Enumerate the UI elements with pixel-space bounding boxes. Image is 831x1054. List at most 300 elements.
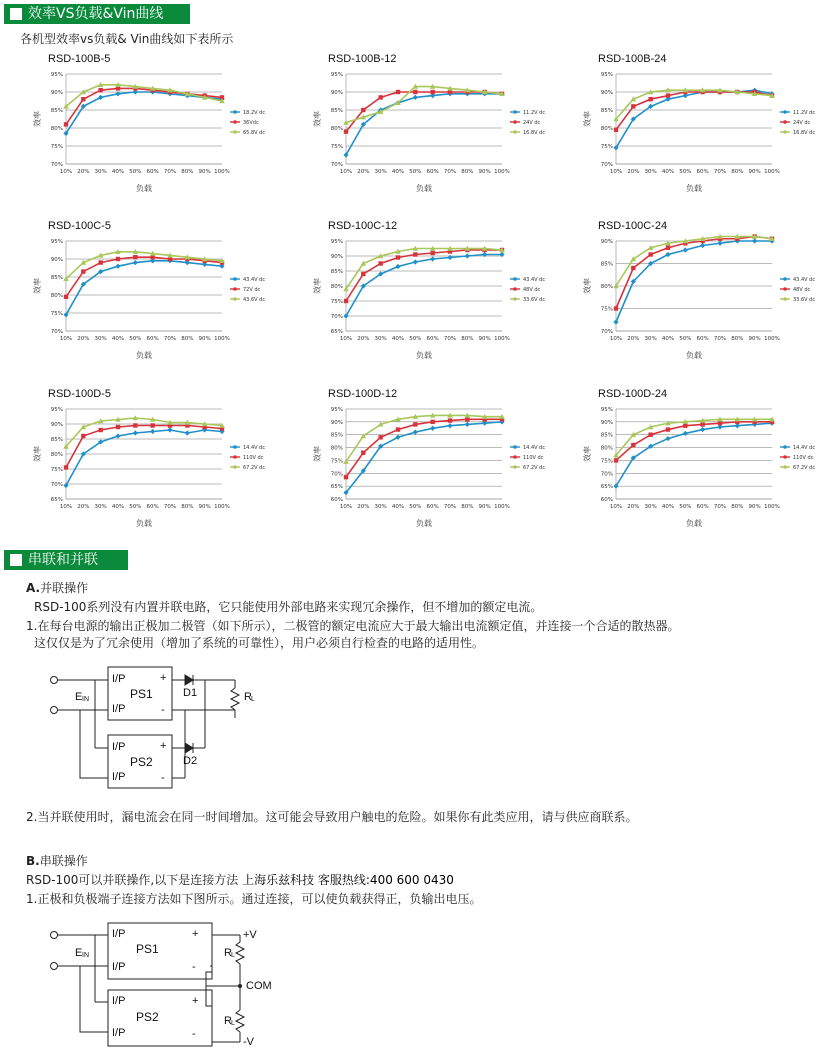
x-tick-label: 80% bbox=[731, 169, 744, 175]
legend-label: 24V dc bbox=[523, 119, 541, 126]
data-point bbox=[396, 90, 400, 94]
legend-marker bbox=[233, 445, 237, 449]
legend-label: 14.4V dc bbox=[243, 444, 266, 451]
com-label: COM bbox=[246, 980, 272, 992]
y-tick-label: 75% bbox=[600, 306, 613, 313]
ps1-plus: + bbox=[160, 672, 167, 684]
x-tick-label: 40% bbox=[661, 169, 675, 175]
rl-top-label-main: R bbox=[224, 947, 232, 959]
chart-svg bbox=[30, 50, 280, 210]
x-tick-label: 100% bbox=[494, 504, 510, 510]
x-tick-label: 80% bbox=[731, 504, 744, 510]
legend-marker bbox=[233, 277, 237, 281]
ps1-minus: - bbox=[161, 704, 165, 716]
data-point bbox=[413, 422, 417, 426]
x-tick-label: 90% bbox=[748, 504, 761, 510]
data-point bbox=[395, 264, 400, 269]
x-tick-label: 60% bbox=[696, 504, 709, 510]
data-point bbox=[361, 272, 365, 276]
x-tick-label: 70% bbox=[443, 169, 457, 175]
parallel-intro: RSD-100系列没有内置并联电路，它只能使用外部电路来实现冗余操作，但不增加的额定电流。 bbox=[34, 600, 543, 614]
diode-d1-label: D1 bbox=[183, 687, 198, 699]
x-tick-label: 40% bbox=[661, 336, 675, 342]
legend-label: 110V dc bbox=[793, 454, 814, 461]
legend-label: 67.2V dc bbox=[523, 464, 546, 471]
data-point bbox=[116, 425, 120, 429]
ps2-plus: + bbox=[160, 740, 167, 752]
data-point bbox=[430, 420, 434, 424]
x-tick-label: 60% bbox=[146, 169, 159, 175]
y-tick-label: 80% bbox=[600, 445, 613, 452]
x-tick-label: 90% bbox=[198, 336, 211, 342]
data-point bbox=[752, 238, 757, 243]
ps1-input-label: I/P bbox=[112, 928, 126, 940]
legend-marker bbox=[233, 287, 237, 291]
y-tick-label: 75% bbox=[330, 144, 343, 150]
ps2-input-label-2: I/P bbox=[112, 771, 126, 783]
legend-marker bbox=[513, 445, 517, 449]
y-tick-label: 85% bbox=[600, 432, 613, 439]
y-axis-label: 效率 bbox=[583, 111, 592, 127]
data-point bbox=[413, 95, 418, 100]
ein-label-main: E bbox=[75, 947, 83, 959]
series-line bbox=[66, 92, 222, 133]
subsection-b-label: B. bbox=[26, 854, 40, 868]
x-tick-label: 90% bbox=[198, 504, 211, 510]
data-point bbox=[631, 104, 635, 108]
y-tick-label: 75% bbox=[50, 144, 63, 150]
y-tick-label: 65% bbox=[330, 329, 343, 335]
y-tick-label: 85% bbox=[50, 108, 63, 114]
x-tick-label: 20% bbox=[627, 169, 640, 175]
x-tick-label: 60% bbox=[426, 169, 439, 175]
x-tick-label: 50% bbox=[679, 336, 692, 342]
series-line bbox=[66, 430, 222, 486]
data-point bbox=[396, 427, 400, 431]
y-tick-label: 95% bbox=[600, 407, 613, 413]
chart-title: RSD-100C-12 bbox=[328, 220, 398, 232]
x-axis-label: 负载 bbox=[686, 184, 702, 193]
data-point bbox=[378, 95, 382, 99]
data-point bbox=[413, 430, 418, 435]
legend-label: 48V dc bbox=[523, 286, 541, 293]
series-line bbox=[346, 92, 502, 132]
x-tick-label: 100% bbox=[764, 336, 780, 342]
data-point bbox=[344, 129, 348, 133]
y-tick-label: 70% bbox=[600, 162, 613, 168]
legend-marker bbox=[233, 120, 237, 124]
x-tick-label: 30% bbox=[644, 504, 657, 510]
x-tick-label: 60% bbox=[696, 169, 709, 175]
x-axis-label: 负载 bbox=[416, 519, 432, 528]
parallel-item-1-line-2: 这仅仅是为了冗余使用（增加了系统的可靠性），用户必须自行检查的电路的适用性。 bbox=[34, 636, 485, 650]
y-tick-label: 80% bbox=[50, 293, 63, 299]
y-tick-label: 70% bbox=[50, 482, 63, 488]
service-hotline: 上海乐兹科技 客服热线:400 600 0430 bbox=[242, 873, 454, 887]
legend-label: 43.6V dc bbox=[243, 296, 266, 303]
chart-svg bbox=[310, 50, 560, 210]
x-tick-label: 60% bbox=[146, 504, 159, 510]
x-axis-label: 负载 bbox=[416, 351, 432, 360]
ps2-minus: - bbox=[161, 772, 165, 784]
ps2-minus: - bbox=[192, 1028, 196, 1040]
subsection-b-heading bbox=[26, 852, 88, 869]
y-tick-label: 85% bbox=[50, 275, 63, 281]
x-tick-label: 80% bbox=[181, 504, 194, 510]
data-point bbox=[185, 430, 190, 435]
x-tick-label: 30% bbox=[94, 169, 107, 175]
y-tick-label: 95% bbox=[330, 72, 343, 78]
data-point bbox=[81, 269, 85, 273]
square-bullet-icon bbox=[10, 8, 22, 20]
data-point bbox=[700, 243, 705, 248]
subsection-a-title: 并联操作 bbox=[40, 581, 89, 595]
x-tick-label: 30% bbox=[644, 336, 657, 342]
data-point bbox=[613, 319, 618, 324]
legend-marker bbox=[783, 110, 787, 114]
diode-d2-label: D2 bbox=[183, 755, 198, 767]
x-tick-label: 90% bbox=[478, 336, 491, 342]
x-tick-label: 10% bbox=[59, 169, 73, 175]
y-tick-label: 95% bbox=[330, 407, 343, 413]
x-tick-label: 10% bbox=[59, 336, 73, 342]
chart-rsd-100b-24 bbox=[580, 50, 830, 210]
y-axis-label: 效率 bbox=[33, 446, 42, 462]
chart-rsd-100d-5 bbox=[30, 385, 280, 545]
y-tick-label: 60% bbox=[330, 497, 343, 503]
rl-bottom-label-sub: L bbox=[231, 1020, 235, 1027]
x-tick-label: 80% bbox=[461, 504, 474, 510]
y-axis-label: 效率 bbox=[313, 278, 322, 294]
data-point bbox=[465, 253, 470, 258]
y-tick-label: 85% bbox=[600, 261, 613, 268]
y-tick-label: 95% bbox=[50, 239, 63, 245]
ps2-label: PS2 bbox=[136, 1010, 159, 1024]
legend-label: 16.8V dc bbox=[523, 129, 546, 136]
legend-label: 72V dc bbox=[243, 286, 261, 293]
data-point bbox=[666, 246, 670, 250]
ps1-label: PS1 bbox=[130, 687, 153, 701]
ein-label-main: E bbox=[75, 691, 83, 703]
x-axis-label: 负载 bbox=[136, 519, 152, 528]
y-tick-label: 80% bbox=[330, 126, 343, 132]
data-point bbox=[167, 427, 172, 432]
rl-label-main: R bbox=[244, 691, 252, 703]
x-tick-label: 80% bbox=[461, 336, 474, 342]
chart-svg bbox=[310, 217, 560, 377]
legend-marker bbox=[783, 465, 787, 469]
chart-title: RSD-100D-24 bbox=[598, 388, 668, 400]
com-junction bbox=[238, 984, 242, 988]
data-point bbox=[447, 255, 452, 260]
x-tick-label: 100% bbox=[214, 336, 230, 342]
y-tick-label: 70% bbox=[330, 314, 343, 320]
legend-label: 67.2V dc bbox=[793, 464, 816, 471]
chart-svg bbox=[30, 385, 280, 545]
y-tick-label: 90% bbox=[50, 90, 63, 96]
y-tick-label: 75% bbox=[330, 458, 343, 465]
legend-label: 43.4V dc bbox=[793, 276, 816, 283]
data-point bbox=[614, 306, 618, 310]
legend-marker bbox=[233, 110, 237, 114]
x-tick-label: 10% bbox=[339, 336, 353, 342]
chart-rsd-100b-5 bbox=[30, 50, 280, 210]
data-point bbox=[115, 433, 120, 438]
legend-label: 11.2V dc bbox=[793, 109, 816, 116]
x-tick-label: 50% bbox=[129, 336, 142, 342]
y-tick-label: 85% bbox=[330, 432, 343, 439]
legend-marker bbox=[783, 445, 787, 449]
x-tick-label: 70% bbox=[163, 169, 177, 175]
x-tick-label: 100% bbox=[764, 169, 780, 175]
data-point bbox=[81, 97, 85, 101]
x-tick-label: 50% bbox=[129, 504, 142, 510]
x-tick-label: 20% bbox=[77, 504, 90, 510]
legend-label: 65.8V dc bbox=[243, 129, 266, 136]
x-tick-label: 80% bbox=[181, 336, 194, 342]
x-axis-label: 负载 bbox=[686, 351, 702, 360]
data-point bbox=[448, 418, 452, 422]
data-point bbox=[482, 252, 487, 257]
x-tick-label: 60% bbox=[696, 336, 709, 342]
data-point bbox=[133, 423, 137, 427]
series-line bbox=[616, 241, 772, 322]
data-point bbox=[64, 295, 68, 299]
ps1-plus: + bbox=[192, 928, 199, 940]
legend-marker bbox=[513, 297, 517, 301]
y-tick-label: 75% bbox=[600, 144, 613, 150]
square-bullet-icon bbox=[10, 554, 22, 566]
chart-svg bbox=[310, 385, 560, 545]
x-tick-label: 70% bbox=[163, 336, 177, 342]
legend-marker bbox=[513, 130, 517, 134]
x-axis-label: 负载 bbox=[416, 184, 432, 193]
data-point bbox=[133, 260, 138, 265]
data-point bbox=[98, 260, 102, 264]
legend-label: 11.2V dc bbox=[523, 109, 546, 116]
data-point bbox=[361, 451, 365, 455]
data-point bbox=[666, 93, 670, 97]
x-tick-label: 80% bbox=[181, 169, 194, 175]
data-point bbox=[648, 433, 652, 437]
chart-title: RSD-100B-12 bbox=[328, 53, 397, 65]
x-tick-label: 10% bbox=[609, 504, 623, 510]
x-tick-label: 40% bbox=[661, 504, 675, 510]
chart-title: RSD-100B-5 bbox=[48, 53, 111, 65]
y-tick-label: 70% bbox=[330, 162, 343, 168]
parallel-item-1-line-1: 1.在每台电源的输出正极加二极管（如下所示），二极管的额定电流应大于最大输出电流额定值，并连接一个合适的散热器。 bbox=[26, 619, 680, 633]
x-tick-label: 90% bbox=[478, 504, 491, 510]
x-tick-label: 20% bbox=[357, 169, 370, 175]
data-point bbox=[648, 252, 652, 256]
x-tick-label: 70% bbox=[443, 504, 457, 510]
series-item-1: 1.正极和负极端子连接方法如下图所示。通过连接，可以使负载获得正，负输出电压。 bbox=[26, 892, 482, 906]
ps1-label: PS1 bbox=[136, 942, 159, 956]
x-tick-label: 50% bbox=[409, 336, 422, 342]
data-point bbox=[447, 423, 452, 428]
y-tick-label: 80% bbox=[50, 452, 63, 458]
chart-rsd-100c-24 bbox=[580, 217, 830, 377]
x-tick-label: 40% bbox=[391, 336, 405, 342]
x-tick-label: 60% bbox=[426, 504, 439, 510]
y-tick-label: 90% bbox=[600, 419, 613, 426]
data-point bbox=[700, 422, 704, 426]
rl-label-sub: L bbox=[251, 696, 255, 703]
y-tick-label: 65% bbox=[50, 497, 63, 503]
legend-label: 16.8V dc bbox=[793, 129, 816, 136]
legend-marker bbox=[783, 277, 787, 281]
chart-svg bbox=[580, 50, 830, 210]
x-tick-label: 30% bbox=[374, 336, 387, 342]
series-line bbox=[66, 252, 222, 279]
section-header-efficiency bbox=[4, 4, 190, 24]
x-axis-label: 负载 bbox=[686, 519, 702, 528]
rl-top-label-sub: L bbox=[231, 952, 235, 959]
x-tick-label: 40% bbox=[391, 504, 405, 510]
x-tick-label: 60% bbox=[426, 336, 439, 342]
x-tick-label: 80% bbox=[461, 169, 474, 175]
y-tick-label: 80% bbox=[600, 126, 613, 132]
legend-marker bbox=[783, 130, 787, 134]
legend-marker bbox=[513, 455, 517, 459]
data-point bbox=[150, 423, 154, 427]
subsection-a-heading bbox=[26, 579, 88, 596]
section-header-series-parallel bbox=[4, 550, 128, 570]
x-tick-label: 20% bbox=[357, 504, 370, 510]
legend-marker bbox=[233, 297, 237, 301]
y-tick-label: 80% bbox=[330, 445, 343, 452]
ps1-input-label: I/P bbox=[112, 673, 126, 685]
data-point bbox=[378, 261, 382, 265]
y-tick-label: 95% bbox=[330, 239, 343, 245]
ein-label-sub: IN bbox=[82, 952, 89, 959]
chart-rsd-100d-24 bbox=[580, 385, 830, 545]
x-tick-label: 40% bbox=[111, 336, 125, 342]
series-line bbox=[616, 90, 772, 148]
y-tick-label: 75% bbox=[600, 458, 613, 465]
ps2-input-label: I/P bbox=[112, 995, 126, 1007]
x-tick-label: 90% bbox=[748, 169, 761, 175]
ps1-input-label-2: I/P bbox=[112, 703, 126, 715]
legend-marker bbox=[513, 120, 517, 124]
vneg-label: -V bbox=[243, 1036, 254, 1048]
data-point bbox=[378, 435, 382, 439]
data-point bbox=[361, 108, 365, 112]
data-point bbox=[98, 88, 102, 92]
legend-label: 48V dc bbox=[793, 286, 811, 293]
data-point bbox=[430, 426, 435, 431]
y-tick-label: 90% bbox=[50, 257, 63, 263]
x-tick-label: 100% bbox=[214, 504, 230, 510]
x-tick-label: 90% bbox=[198, 169, 211, 175]
x-tick-label: 20% bbox=[627, 504, 640, 510]
y-axis-label: 效率 bbox=[313, 446, 322, 462]
chart-rsd-100c-12 bbox=[310, 217, 560, 377]
y-tick-label: 85% bbox=[330, 269, 343, 275]
data-point bbox=[717, 241, 722, 246]
y-tick-label: 80% bbox=[600, 284, 613, 290]
series-circuit-diagram bbox=[40, 920, 300, 1050]
x-tick-label: 30% bbox=[94, 504, 107, 510]
y-tick-label: 90% bbox=[330, 90, 343, 96]
data-point bbox=[465, 417, 469, 421]
x-tick-label: 10% bbox=[339, 169, 353, 175]
legend-label: 43.4V dc bbox=[243, 276, 266, 283]
chart-rsd-100c-5 bbox=[30, 217, 280, 377]
series-intro-text: RSD-100可以并联操作,以下是连接方法 bbox=[26, 873, 239, 887]
y-tick-label: 60% bbox=[600, 497, 613, 503]
chart-title: RSD-100C-5 bbox=[48, 220, 111, 232]
data-point bbox=[614, 128, 618, 132]
data-point bbox=[81, 434, 85, 438]
data-point bbox=[683, 431, 688, 436]
x-tick-label: 60% bbox=[146, 336, 159, 342]
legend-label: 33.6V dc bbox=[793, 296, 816, 303]
x-tick-label: 10% bbox=[59, 504, 73, 510]
data-point bbox=[64, 122, 68, 126]
x-tick-label: 70% bbox=[713, 169, 727, 175]
data-point bbox=[683, 247, 688, 252]
ein-label-sub: IN bbox=[82, 696, 89, 703]
y-tick-label: 75% bbox=[50, 311, 63, 317]
legend-label: 24V dc bbox=[793, 119, 811, 126]
y-tick-label: 75% bbox=[50, 467, 63, 473]
ps2-plus: + bbox=[192, 995, 199, 1007]
section-subtitle: 各机型效率vs负载& Vin曲线如下表所示 bbox=[20, 32, 234, 46]
data-point bbox=[344, 475, 348, 479]
rl-bottom-label-main: R bbox=[224, 1015, 232, 1027]
data-point bbox=[718, 421, 722, 425]
data-point bbox=[430, 251, 434, 255]
y-tick-label: 65% bbox=[600, 484, 613, 491]
data-point bbox=[465, 422, 470, 427]
legend-marker bbox=[783, 287, 787, 291]
x-tick-label: 10% bbox=[609, 336, 623, 342]
x-axis-label: 负载 bbox=[136, 184, 152, 193]
y-axis-label: 效率 bbox=[583, 278, 592, 294]
x-tick-label: 20% bbox=[77, 169, 90, 175]
ps2-input-label: I/P bbox=[112, 741, 126, 753]
y-tick-label: 70% bbox=[50, 162, 63, 168]
data-point bbox=[115, 264, 120, 269]
y-axis-label: 效率 bbox=[313, 111, 322, 127]
legend-marker bbox=[783, 120, 787, 124]
data-point bbox=[683, 424, 687, 428]
legend-marker bbox=[233, 130, 237, 134]
y-tick-label: 70% bbox=[50, 329, 63, 335]
chart-title: RSD-100B-24 bbox=[598, 53, 667, 65]
x-tick-label: 70% bbox=[713, 336, 727, 342]
data-point bbox=[648, 97, 652, 101]
chart-rsd-100b-12 bbox=[310, 50, 560, 210]
data-point bbox=[150, 429, 155, 434]
series-line bbox=[616, 92, 772, 130]
series-line bbox=[346, 255, 502, 317]
y-tick-label: 95% bbox=[50, 407, 63, 413]
y-tick-label: 85% bbox=[600, 108, 613, 114]
y-tick-label: 65% bbox=[330, 484, 343, 491]
series-line bbox=[346, 250, 502, 301]
data-point bbox=[499, 252, 504, 257]
subsection-b-title: 串联操作 bbox=[39, 854, 88, 868]
x-tick-label: 40% bbox=[111, 504, 125, 510]
y-tick-label: 90% bbox=[330, 254, 343, 260]
section-title: 效率VS负载&Vin曲线 bbox=[28, 6, 164, 22]
section-title: 串联和并联 bbox=[28, 552, 98, 568]
y-axis-label: 效率 bbox=[583, 446, 592, 462]
y-axis-label: 效率 bbox=[33, 278, 42, 294]
series-line bbox=[66, 88, 222, 124]
